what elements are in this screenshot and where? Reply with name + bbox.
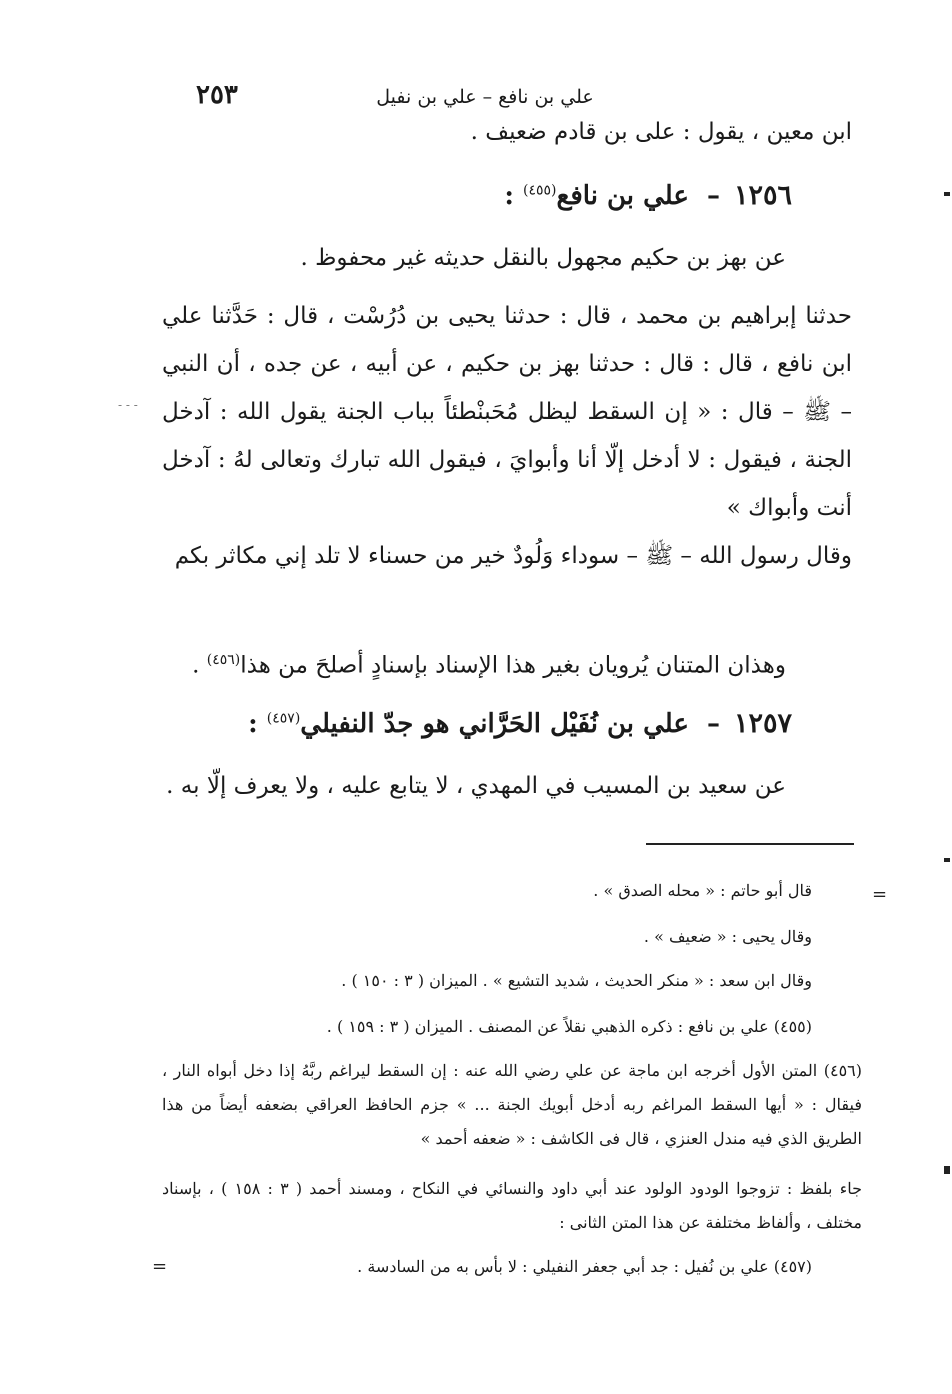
page-number: ٢٥٣ (196, 80, 238, 110)
edge-mark (944, 858, 950, 862)
matns-end: . (192, 652, 207, 679)
margin-equals-mark: = (872, 884, 888, 905)
footnote-ref: (٤٥٥) (523, 182, 557, 199)
dash: – (688, 709, 720, 739)
entry-number: ١٢٥٧ (733, 708, 792, 739)
entry-title: علي بن نافع (556, 181, 689, 211)
footnote-456-continued: جاء بلفظ : تزوجوا الودود الولود عند أبي داود والنسائي في النكاح ، ومسند أحمد ( ٣ : ١٥٨ ) ، بإسناد مختلف ، وألفاظ مختلفة عن هذا المتن الثانى : (162, 1179, 862, 1232)
entry-suffix: : (248, 709, 267, 739)
intro-line: ابن معين ، يقول : على بن قادم ضعيف . (470, 119, 852, 145)
hadith-paragraph: حدثنا إبراهيم بن محمد ، قال : حدثنا يحيى بن دُرُسْت ، قال : حَدَّثنا علي ابن نافع ، قال : قال : حدثنا بهز بن حكيم ، عن أبيه ، عن جده ، أن النبي – ﷺ – قال : « إن السقط ليظل مُحَبنْطئاً بباب الجنة يقول الله : آدخل الجنة ، فيقول : لا أدخل إلّا أنا وأبوايَ ، فيقول الله تبارك وتعالى لهُ : آدخل أنت وأبواك » (162, 303, 852, 521)
entry-title: علي بن نُفَيْل الحَرَّاني هو جدّ النفيلي (300, 709, 689, 739)
entry-heading-1256 (504, 180, 792, 211)
entry-number: ١٢٥٦ (733, 180, 792, 211)
entry-heading-1257 (248, 708, 792, 739)
entry-1257-line: عن سعيد بن المسيب في المهدي ، لا يتابع عليه ، ولا يعرف إلّا به . (166, 773, 786, 799)
matns-line (192, 646, 786, 680)
footnote-456: (٤٥٦) المتن الأول أخرجه ابن ماجة عن علي رضي الله عنه : إن السقط ليراغم ربَّهُ إذا دخل أبواه النار ، فيقال : « أيها السقط المراغم ربه أدخل أبويك الجنة ... » جزم الحافظ العراقي بضعفه أيضاً من هذا الطريق الذي فيه مندل العنزي ، قال فى الكاشف : « ضعفه أحمد » (162, 1061, 862, 1148)
margin-equals-mark: = (152, 1256, 168, 1277)
running-title: علي بن نافع – علي بن نفيل (376, 86, 594, 108)
entry-1256-line: عن بهز بن حكيم مجهول بالنقل حديثه غير محفوظ . (300, 245, 786, 271)
edge-mark (944, 192, 950, 196)
footnote-ref: (٤٥٦) (206, 652, 241, 668)
prophet-saying-paragraph: وقال رسول الله – ﷺ – سوداء وَلُودٌ خير من حسناء لا تلد إني مكاثر بكم (174, 543, 852, 569)
footnote-separator (646, 843, 854, 845)
edge-mark (944, 1166, 950, 1174)
footnote-457: (٤٥٧) علي بن نُفيل : جد أبي جعفر النفيلي : لا بأس به من السادسة . (357, 1257, 812, 1276)
entry-suffix: : (504, 181, 524, 211)
footnote-continued-1: قال أبو حاتم : « محله الصدق » . (593, 881, 812, 900)
dash: – (688, 181, 720, 211)
matns-text: وهذان المتنان يُرويان بغير هذا الإسناد بإسنادٍ أصلحَ من هذا (240, 652, 786, 679)
footnote-ref: (٤٥٧) (266, 710, 301, 727)
footnote-continued-2: وقال يحيى : « ضعيف » . (643, 927, 812, 946)
footnote-continued-3: وقال ابن سعد : « منكر الحديث ، شديد التشيع » . الميزان ( ٣ : ١٥٠ ) . (341, 971, 812, 990)
footnote-455: (٤٥٥) علي بن نافع : ذكره الذهبي نقلاً عن المصنف . الميزان ( ٣ : ١٥٩ ) . (326, 1017, 812, 1036)
margin-dash-mark: - - - (118, 398, 138, 412)
